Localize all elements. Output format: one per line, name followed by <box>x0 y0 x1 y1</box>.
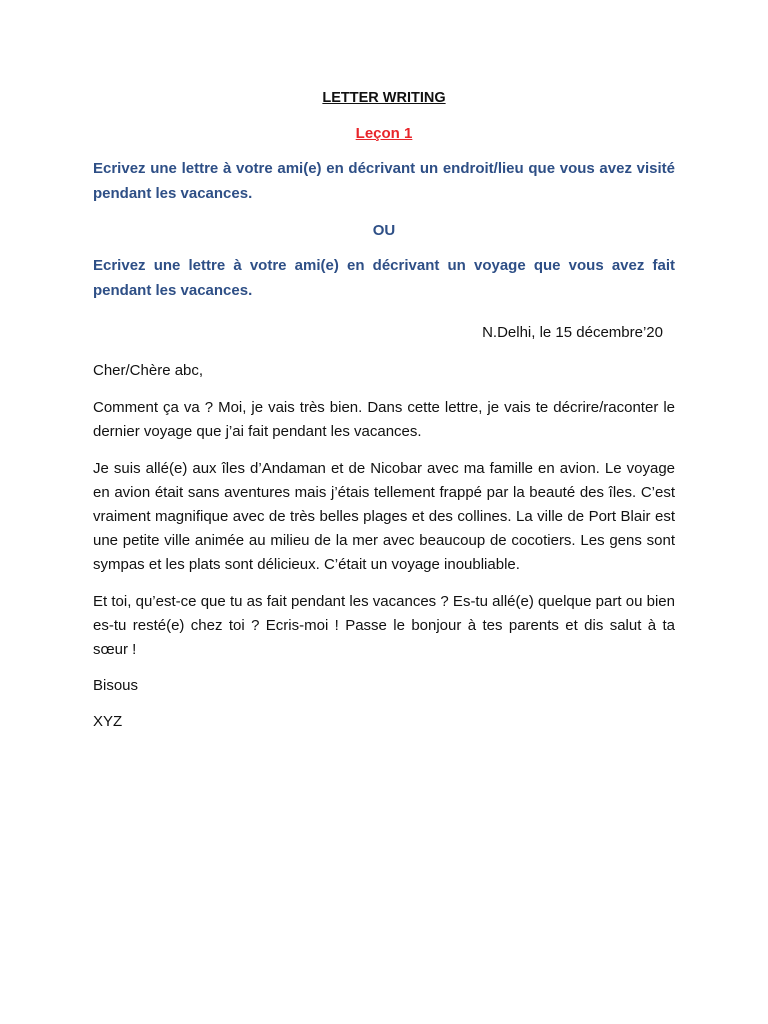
place-date: N.Delhi, le 15 décembre’20 <box>482 324 663 341</box>
letter-page <box>93 88 675 735</box>
letter-closing: Bisous <box>93 677 139 695</box>
letter-paragraph-1: Comment ça va ? Moi, je vais très bien. Dans cette lettre, je vais te décrire/raconter le dernier voyage que j’ai fait pendant les vacances. <box>93 399 675 441</box>
letter-paragraph-2: Je suis allé(e) aux îles d’Andaman et de Nicobar avec ma famille en avion. Le voyage en avion était sans aventures mais j’étais tellement frappé par la beauté des îles. C’est vraiment magnifique avec de très belles plages et des collines. La ville de Port Blair est une petite ville animée au milieu de la mer avec beaucoup de cocotiers. Les gens sont sympas et les plats sont délicieux. C’était un voyage inoubliable. <box>93 459 675 574</box>
lesson-heading: Leçon 1 <box>355 125 413 142</box>
document-title: LETTER WRITING <box>322 90 446 106</box>
prompt-two: Ecrivez une lettre à votre ami(e) en décrivant un voyage que vous avez fait pendant les vacances. <box>93 257 675 299</box>
prompt-one: Ecrivez une lettre à votre ami(e) en décrivant un endroit/lieu que vous avez visité pendant les vacances. <box>93 160 675 202</box>
letter-greeting: Cher/Chère abc, <box>93 362 204 379</box>
letter-signature: XYZ <box>93 713 123 731</box>
letter-paragraph-3: Et toi, qu’est-ce que tu as fait pendant les vacances ? Es-tu allé(e) quelque part ou bien es-tu resté(e) chez toi ? Ecris-moi ! Passe le bonjour à tes parents et dis salut à ta sœur ! <box>93 592 675 659</box>
or-separator: OU <box>372 222 396 239</box>
